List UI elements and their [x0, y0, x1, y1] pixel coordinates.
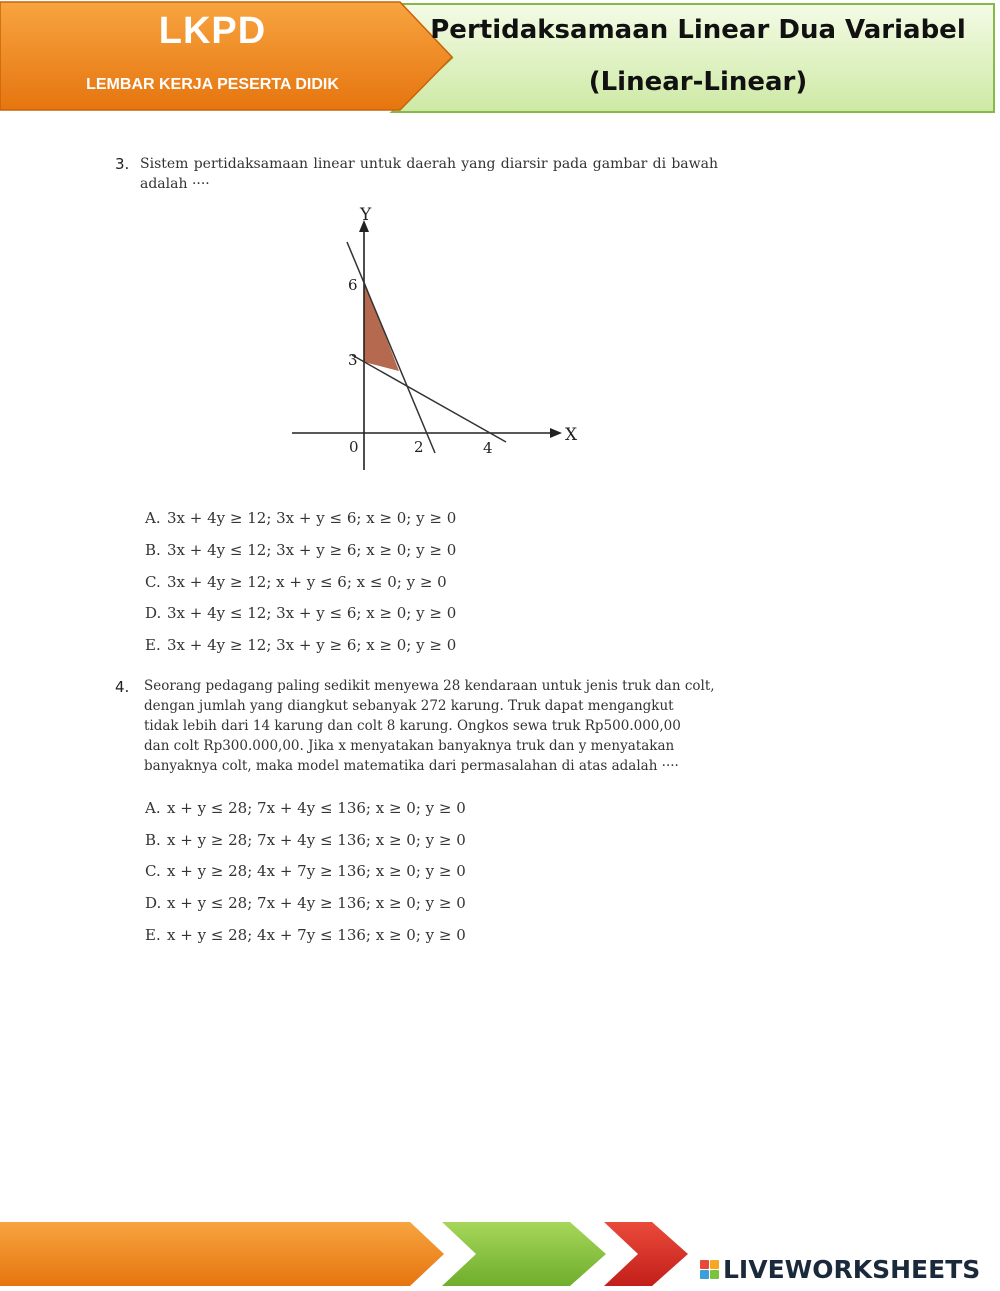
footer-orange-arrow	[0, 1222, 444, 1286]
liveworksheets-brand: LIVEWORKSHEETS	[723, 1254, 981, 1284]
footer-green-arrow	[442, 1222, 606, 1286]
question-4-option-a[interactable]: A. x + y ≤ 28; 7x + 4y ≤ 136; x ≥ 0; y ≥ 0	[145, 799, 466, 817]
y-tick-6: 6	[348, 276, 358, 294]
line-3x-plus-y-6	[347, 242, 435, 453]
question-4-option-e[interactable]: E. x + y ≤ 28; 4x + 7y ≤ 136; x ≥ 0; y ≥ 0	[145, 926, 466, 944]
y-axis-label: Y	[360, 205, 372, 225]
liveworksheets-icon	[700, 1260, 719, 1279]
topic-title-line2: (Linear-Linear)	[588, 67, 808, 97]
question-3-text: Sistem pertidaksamaan linear untuk daerah yang diarsir pada gambar di bawah adalah ····	[140, 156, 718, 192]
question-4-line: banyaknya colt, maka model matematika dari permasalahan di atas adalah ····	[144, 758, 679, 774]
question-4-line: dengan jumlah yang diangkut sebanyak 272 karung. Truk dapat mengangkut	[144, 698, 674, 714]
liveworksheets-logo[interactable]	[700, 1254, 980, 1284]
question-4-line: Seorang pedagang paling sedikit menyewa 28 kendaraan untuk jenis truk dan colt,	[144, 678, 715, 694]
question-3-option-c[interactable]: C. 3x + 4y ≥ 12; x + y ≤ 6; x ≤ 0; y ≥ 0	[145, 573, 447, 591]
question-4-text	[144, 676, 719, 776]
x-axis-arrow	[550, 428, 562, 438]
origin-label: 0	[349, 438, 359, 456]
x-tick-2: 2	[414, 438, 424, 456]
question-3-graph	[280, 200, 590, 475]
question-4-number: 4.	[115, 678, 130, 696]
y-tick-3: 3	[348, 351, 358, 369]
question-3-option-b[interactable]: B. 3x + 4y ≤ 12; 3x + y ≥ 6; x ≥ 0; y ≥ 0	[145, 541, 457, 559]
question-4-option-b[interactable]: B. x + y ≥ 28; 7x + 4y ≤ 136; x ≥ 0; y ≥ 0	[145, 831, 466, 849]
badge-title: LKPD	[158, 10, 267, 52]
question-3-option-a[interactable]: A. 3x + 4y ≥ 12; 3x + y ≤ 6; x ≥ 0; y ≥ 0	[145, 509, 457, 527]
question-4-option-c[interactable]: C. x + y ≥ 28; 4x + 7y ≥ 136; x ≥ 0; y ≥ 0	[145, 862, 466, 880]
question-3-option-d[interactable]: D. 3x + 4y ≤ 12; 3x + y ≤ 6; x ≥ 0; y ≥ 0	[145, 604, 457, 622]
line-3x-plus-4y-12	[352, 355, 506, 442]
x-axis-label: X	[565, 425, 578, 445]
footer-red-arrow	[604, 1222, 688, 1286]
question-4-option-d[interactable]: D. x + y ≤ 28; 7x + 4y ≥ 136; x ≥ 0; y ≥ 0	[145, 894, 466, 912]
x-tick-4: 4	[483, 439, 493, 457]
topic-title-line1: Pertidaksamaan Linear Dua Variabel	[430, 15, 966, 45]
badge-subtitle: LEMBAR KERJA PESERTA DIDIK	[86, 76, 339, 93]
question-3-option-e[interactable]: E. 3x + 4y ≥ 12; 3x + y ≥ 6; x ≥ 0; y ≥ 0	[145, 636, 457, 654]
question-3-number: 3.	[115, 155, 130, 173]
question-4-line: dan colt Rp300.000,00. Jika x menyatakan banyaknya truk dan y menyatakan	[144, 738, 675, 754]
question-4-line: tidak lebih dari 14 karung dan colt 8 karung. Ongkos sewa truk Rp500.000,00	[144, 718, 681, 734]
